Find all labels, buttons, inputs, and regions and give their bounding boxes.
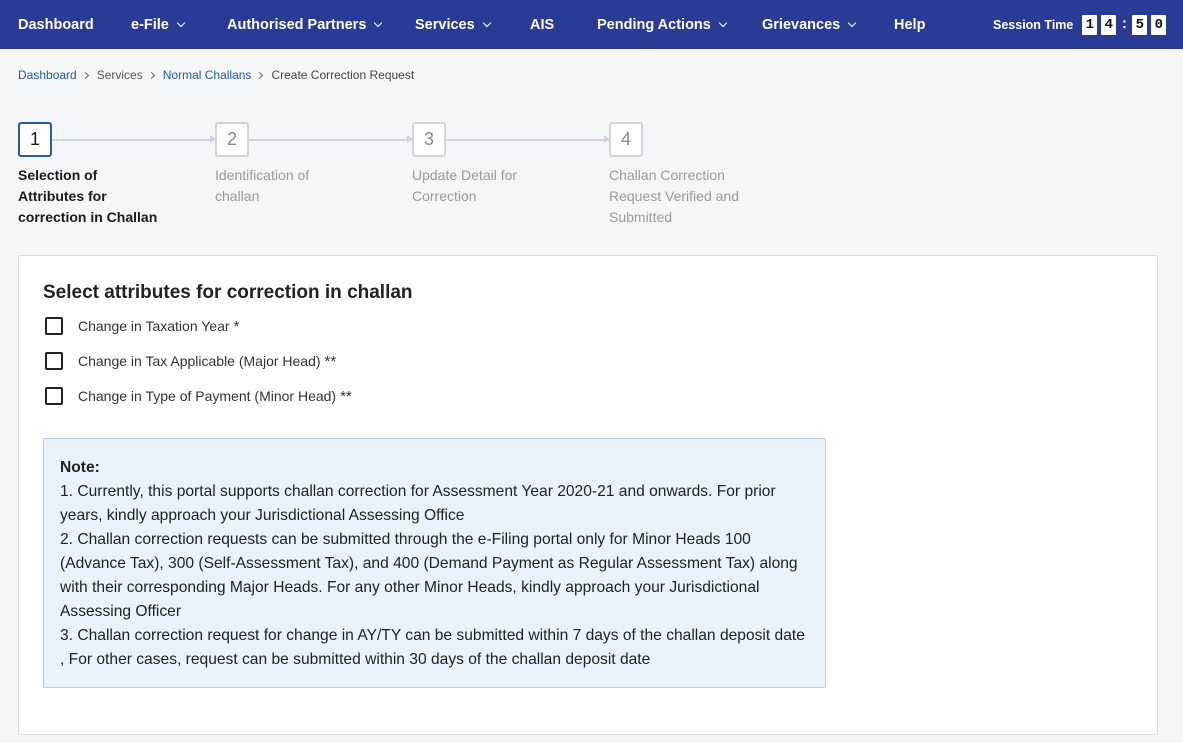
- nav-authorised-partners-label: Authorised Partners: [227, 16, 367, 33]
- session-digit: 0: [1151, 15, 1166, 35]
- session-digit: 5: [1132, 15, 1147, 35]
- session-time-label: Session Time: [993, 17, 1074, 32]
- top-navbar: [0, 0, 1183, 49]
- nav-dashboard-label: Dashboard: [18, 16, 94, 33]
- option-change-taxation-year[interactable]: [45, 317, 239, 335]
- chevron-down-icon: [848, 18, 856, 26]
- chevron-down-icon: [177, 18, 185, 26]
- required-mark: *: [233, 317, 240, 335]
- required-mark: **: [340, 387, 352, 405]
- step-connector: [446, 139, 609, 141]
- nav-pending-actions[interactable]: [597, 0, 726, 49]
- step-label-line: Selection of: [18, 167, 98, 183]
- step-label-line: correction in Challan: [18, 209, 158, 225]
- step-3-label: [412, 165, 572, 207]
- step-label-line: Submitted: [609, 209, 673, 225]
- chevron-down-icon: [719, 18, 727, 26]
- option-label: Change in Tax Applicable (Major Head): [78, 353, 321, 369]
- session-digit: 4: [1101, 15, 1116, 35]
- note-title: Note:: [60, 459, 100, 476]
- nav-efile-label: e-File: [131, 16, 169, 33]
- nav-grievances-label: Grievances: [762, 16, 841, 33]
- step-label-line: Challan Correction: [609, 167, 725, 183]
- nav-ais-label: AIS: [530, 16, 555, 33]
- breadcrumb: [18, 68, 414, 82]
- nav-authorised-partners[interactable]: [227, 0, 381, 49]
- nav-services-label: Services: [415, 16, 475, 33]
- note-box: [43, 438, 826, 688]
- nav-ais[interactable]: [530, 0, 554, 49]
- nav-services[interactable]: [415, 0, 490, 49]
- breadcrumb-dashboard[interactable]: Dashboard: [18, 68, 77, 82]
- checkbox-minor-head[interactable]: [45, 387, 63, 405]
- breadcrumb-services: Services: [96, 68, 143, 82]
- step-connector: [52, 139, 215, 141]
- chevron-right-icon: [148, 71, 155, 78]
- chevron-right-icon: [256, 71, 263, 78]
- session-timer: [993, 0, 1170, 49]
- chevron-right-icon: [82, 71, 89, 78]
- attributes-card: [18, 255, 1158, 735]
- card-title: Select attributes for correction in challan: [43, 282, 413, 303]
- step-4-label: [609, 165, 769, 228]
- breadcrumb-current: Create Correction Request: [271, 68, 415, 82]
- step-label-line: challan: [215, 188, 260, 204]
- step-1-label: [18, 165, 178, 228]
- nav-dashboard[interactable]: [18, 0, 94, 49]
- nav-help-label: Help: [894, 16, 926, 33]
- step-label-line: Identification of: [215, 167, 310, 183]
- required-mark: **: [324, 352, 337, 370]
- step-label-line: Request Verified and: [609, 188, 739, 204]
- step-label-line: Correction: [412, 188, 477, 204]
- nav-pending-actions-label: Pending Actions: [597, 16, 711, 33]
- option-label: Change in Taxation Year: [78, 318, 230, 334]
- option-change-minor-head[interactable]: [45, 387, 352, 405]
- checkbox-taxation-year[interactable]: [45, 317, 63, 335]
- step-1-number: 1: [18, 122, 52, 157]
- note-line: 3. Challan correction request for change in AY/TY can be submitted within 7 days of the challan deposit date , For other cases, request can be submitted within 30 days of the challan deposit date: [60, 627, 805, 668]
- step-2-label: [215, 165, 375, 207]
- breadcrumb-normal-challans[interactable]: Normal Challans: [162, 68, 252, 82]
- session-separator: :: [1121, 15, 1127, 32]
- step-2-number: 2: [215, 122, 249, 157]
- nav-grievances[interactable]: [762, 0, 855, 49]
- nav-help[interactable]: [894, 0, 925, 49]
- step-label-line: Attributes for: [18, 188, 107, 204]
- step-4-number: 4: [609, 122, 643, 157]
- note-line: 1. Currently, this portal supports challan correction for Assessment Year 2020-21 and onwards. For prior years, kindly approach your Jurisdictional Assessing Office: [60, 483, 776, 524]
- checkbox-major-head[interactable]: [45, 352, 63, 370]
- chevron-down-icon: [482, 18, 490, 26]
- option-label: Change in Type of Payment (Minor Head): [78, 388, 337, 404]
- option-change-major-head[interactable]: [45, 352, 336, 370]
- session-digit: 1: [1082, 15, 1097, 35]
- step-label-line: Update Detail for: [412, 167, 518, 183]
- note-line: 2. Challan correction requests can be submitted through the e-Filing portal only for Minor Heads 100 (Advance Tax), 300 (Self-Assessment Tax), and 400 (Demand Payment as Regular Assessment Tax) along with their corresponding Major Heads. For any other Minor Heads, kindly approach your Jurisdictional Assessing Officer: [60, 531, 798, 620]
- step-3-number: 3: [412, 122, 446, 157]
- chevron-down-icon: [374, 18, 382, 26]
- step-connector: [249, 139, 412, 141]
- nav-efile[interactable]: [131, 0, 184, 49]
